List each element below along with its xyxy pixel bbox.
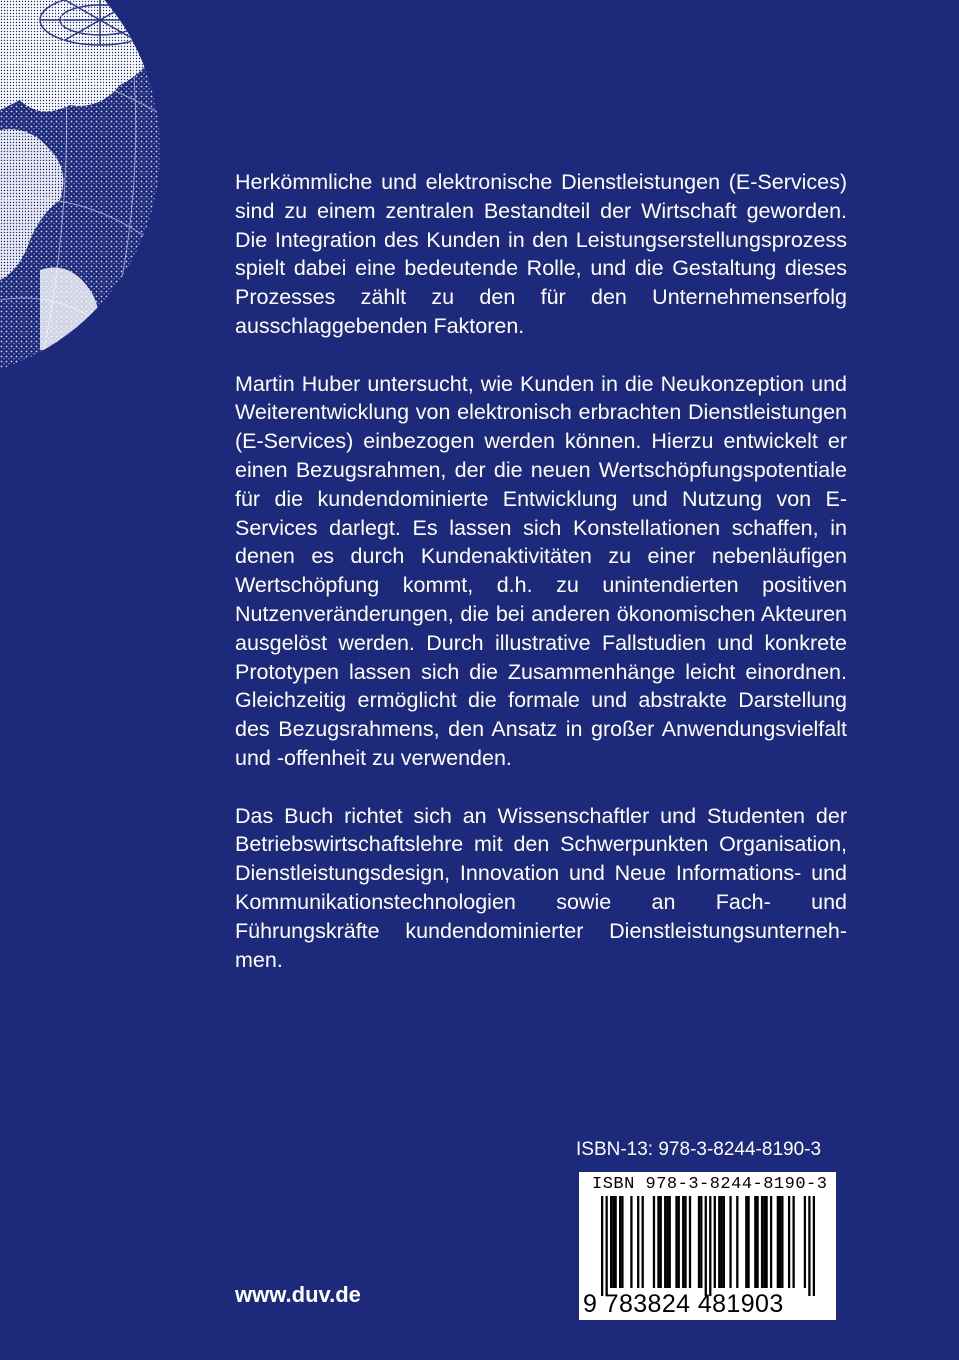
- barcode-bar: [653, 1196, 655, 1288]
- barcode-bar: [660, 1196, 662, 1288]
- barcode-bar: [689, 1196, 691, 1288]
- barcode-bar: [754, 1196, 756, 1288]
- publisher-website: www.duv.de: [235, 1282, 361, 1307]
- back-cover-blurb: [235, 168, 847, 1003]
- blurb-paragraph: Herkömmliche und elektronische Dienstleistungen (E-Services) sind zu einem zentralen Bestandteil der Wirtschaft geworden. Die Integration des Kunden in den Leistungserstellungsprozess spielt dabei eine bedeutende Rolle, und die Gestaltung dieses Prozesses zählt zu den für den Unternehmenserfolg ausschlaggebenden Faktoren.: [235, 170, 847, 338]
- barcode-bar: [612, 1196, 614, 1288]
- barcode-bar: [723, 1196, 725, 1288]
- barcode-bar: [682, 1196, 684, 1288]
- barcode-bar: [792, 1196, 794, 1288]
- barcode-bar: [669, 1196, 671, 1288]
- isbn-barcode: [579, 1172, 836, 1320]
- barcode-bar: [779, 1196, 781, 1288]
- barcode-bar: [736, 1196, 738, 1288]
- barcode-bar: [606, 1196, 608, 1296]
- barcode-bar: [770, 1196, 772, 1288]
- barcode-bar: [664, 1196, 666, 1288]
- barcode-bar: [808, 1196, 810, 1296]
- barcode-bar: [684, 1196, 686, 1288]
- barcode-bar: [619, 1196, 621, 1288]
- barcode-bar: [637, 1196, 639, 1288]
- blurb-paragraph: Das Buch richtet sich an Wissenschaftler und Studenten der Betriebswirtschaftslehre mit den Schwerpunkten Organisation, Dienstleistungsdesign, Innovation und Neue Informations- und Kommunikationstechnologien sowie an Fach- und Führungskräfte kundendominierter Dienstleistungsunternehmen.: [235, 803, 847, 972]
- barcode-bar: [714, 1196, 716, 1288]
- barcode-bar: [630, 1196, 632, 1288]
- barcode-bar: [666, 1196, 668, 1288]
- barcode-bar: [777, 1196, 779, 1288]
- isbn-label: ISBN-13: 978-3-8244-8190-3: [576, 1139, 822, 1160]
- barcode-bar: [709, 1196, 711, 1296]
- barcode-bar: [765, 1196, 767, 1288]
- barcode-bar: [763, 1196, 765, 1288]
- barcode-bar: [788, 1196, 790, 1288]
- barcode-bar: [657, 1196, 659, 1288]
- barcode-bar: [675, 1196, 677, 1288]
- barcode-bar: [698, 1196, 700, 1288]
- blurb-paragraph: Martin Huber untersucht, wie Kunden in die Neukonzeption und Weiterentwicklung von elektronisch erbrachten Dienstleistungen (E-Services) einbezogen werden können. Hierzu entwickelt er einen Bezugsrahmen, der die neuen Wertschöpfungspotentiale für die kundendominierte Entwicklung und Nutzung von E-Services darlegt. Es lassen sich Konstellationen schaffen, in denen es durch Kundenaktivitäten zu einer nebenläufigen Wertschöpfung kommt, d.h. zu unintendierten positiven Nutzenveränderungen, die bei anderen ökonomischen Akteuren ausgelöst werden. Durch illustrative Fallstudien und konkrete Prototypen lassen sich die Zusammenhänge leicht einordnen. Gleichzeitig ermöglicht die formale und abstrakte Darstellung des Bezugsrahmens, den Ansatz in großer Anwendungsvielfalt und -offenheit zu verwenden.: [235, 371, 847, 770]
- barcode-bar: [615, 1196, 617, 1288]
- barcode-bar: [705, 1196, 707, 1296]
- barcode-bar: [756, 1196, 758, 1288]
- barcode-bar: [781, 1196, 783, 1288]
- barcode-number: 9 783824 481903: [583, 1290, 784, 1318]
- barcode-bar: [813, 1196, 815, 1296]
- barcode-bar: [678, 1196, 680, 1288]
- barcode-bar: [610, 1196, 612, 1288]
- barcode-bar: [761, 1196, 763, 1288]
- globe-illustration: [0, 0, 200, 370]
- barcode-bars: [601, 1196, 815, 1296]
- barcode-bar: [720, 1196, 722, 1288]
- barcode-bar: [747, 1196, 749, 1288]
- barcode-top-text: ISBN 978-3-8244-8190-3: [592, 1175, 828, 1194]
- barcode-bar: [601, 1196, 603, 1296]
- barcode-bar: [804, 1196, 806, 1288]
- barcode-bar: [718, 1196, 720, 1288]
- barcode-bar: [745, 1196, 747, 1288]
- barcode-bar: [642, 1196, 644, 1288]
- barcode-bar: [729, 1196, 731, 1288]
- barcode-bar: [621, 1196, 623, 1288]
- barcode-bar: [700, 1196, 702, 1288]
